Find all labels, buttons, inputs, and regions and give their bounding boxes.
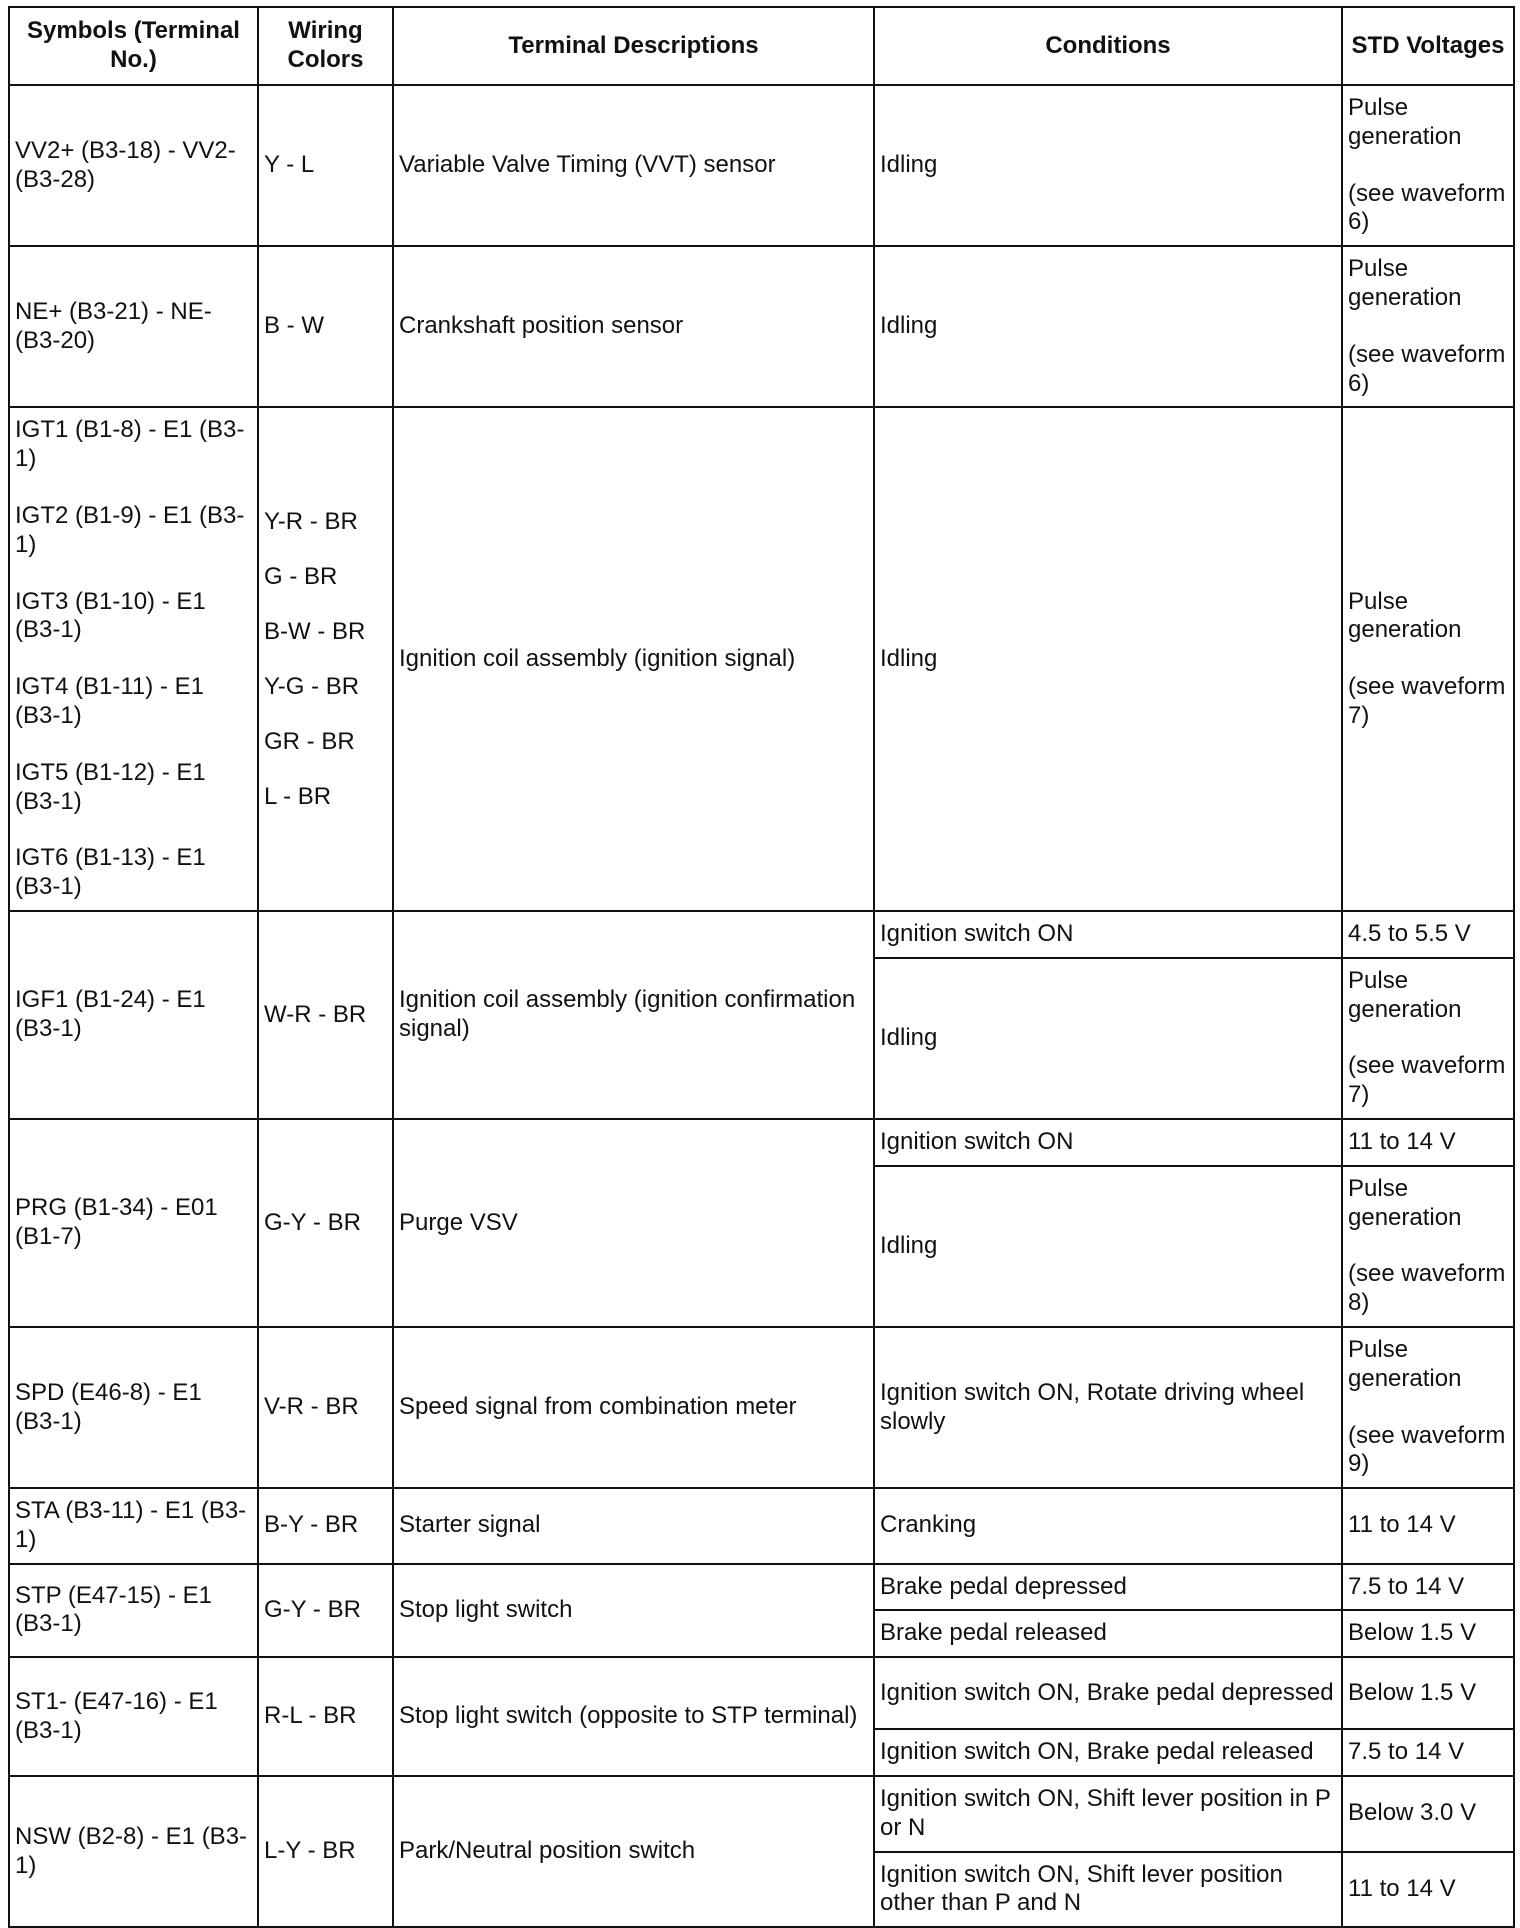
description-cell: Ignition coil assembly (ignition signal): [393, 407, 874, 911]
voltage-cell: [1342, 407, 1514, 911]
voltage-text: Pulse generation: [1348, 587, 1462, 644]
voltage-text: Pulse generation: [1348, 1335, 1462, 1392]
symbol-cell: PRG (B1-34) - E01 (B1-7): [9, 1119, 258, 1327]
table-row: [9, 407, 1514, 911]
symbol-item: IGT5 (B1-12) - E1 (B3-1): [15, 758, 206, 815]
symbol-cell: NSW (B2-8) - E1 (B3-1): [9, 1776, 258, 1927]
header-wiring-colors: Wiring Colors: [258, 7, 393, 85]
wiring-cell: [258, 407, 393, 911]
table-row: [9, 911, 1514, 958]
voltage-cell: 7.5 to 14 V: [1342, 1729, 1514, 1776]
table-row: [9, 1119, 1514, 1166]
header-conditions: Conditions: [874, 7, 1342, 85]
header-symbols: Symbols (Terminal No.): [9, 7, 258, 85]
wiring-item: G - BR: [264, 563, 338, 591]
description-cell: Ignition coil assembly (ignition confirmation signal): [393, 911, 874, 1119]
voltage-text: Pulse generation: [1348, 966, 1462, 1023]
waveform-reference: (see waveform 7): [1348, 1052, 1506, 1109]
condition-cell: Idling: [874, 246, 1342, 407]
wiring-item: L - BR: [264, 783, 332, 811]
waveform-reference: (see waveform 8): [1348, 1260, 1506, 1317]
symbol-item: IGT2 (B1-9) - E1 (B3-1): [15, 501, 245, 558]
wiring-cell: B-Y - BR: [258, 1488, 393, 1564]
table-row: [9, 1488, 1514, 1564]
symbol-cell: STP (E47-15) - E1 (B3-1): [9, 1564, 258, 1658]
symbol-cell: SPD (E46-8) - E1 (B3-1): [9, 1327, 258, 1488]
symbol-item: IGT1 (B1-8) - E1 (B3-1): [15, 416, 245, 473]
description-cell: Crankshaft position sensor: [393, 246, 874, 407]
condition-cell: Ignition switch ON, Brake pedal released: [874, 1729, 1342, 1776]
voltage-cell: Below 1.5 V: [1342, 1657, 1514, 1729]
symbol-item: IGT4 (B1-11) - E1 (B3-1): [15, 673, 204, 729]
wiring-item: Y-G - BR: [264, 673, 360, 701]
wiring-cell: G-Y - BR: [258, 1564, 393, 1658]
table-row: [9, 1657, 1514, 1729]
wiring-cell: B - W: [258, 246, 393, 407]
header-row: [9, 7, 1514, 85]
wiring-cell: R-L - BR: [258, 1657, 393, 1776]
condition-cell: Brake pedal depressed: [874, 1564, 1342, 1611]
wiring-cell: V-R - BR: [258, 1327, 393, 1488]
condition-cell: Idling: [874, 1166, 1342, 1327]
description-cell: Stop light switch (opposite to STP terminal): [393, 1657, 874, 1776]
waveform-reference: (see waveform 7): [1348, 673, 1506, 729]
table-row: [9, 246, 1514, 407]
terminal-voltage-table: [8, 6, 1515, 1928]
voltage-text: Pulse generation: [1348, 1174, 1462, 1231]
voltage-cell: 4.5 to 5.5 V: [1342, 911, 1514, 958]
symbol-cell: STA (B3-11) - E1 (B3-1): [9, 1488, 258, 1564]
table-row: [9, 1564, 1514, 1611]
voltage-cell: [1342, 85, 1514, 246]
condition-cell: Ignition switch ON, Shift lever position other than P and N: [874, 1852, 1342, 1928]
wiring-cell: L-Y - BR: [258, 1776, 393, 1927]
description-cell: Park/Neutral position switch: [393, 1776, 874, 1927]
condition-cell: Idling: [874, 407, 1342, 911]
symbol-cell: [9, 407, 258, 911]
table-row: [9, 1776, 1514, 1852]
table-row: [9, 1327, 1514, 1488]
wiring-item: GR - BR: [264, 728, 355, 756]
symbol-item: IGT6 (B1-13) - E1 (B3-1): [15, 844, 206, 901]
waveform-reference: (see waveform 9): [1348, 1421, 1506, 1478]
voltage-cell: [1342, 1166, 1514, 1327]
description-cell: Speed signal from combination meter: [393, 1327, 874, 1488]
voltage-text: Pulse generation: [1348, 94, 1462, 150]
condition-cell: Cranking: [874, 1488, 1342, 1564]
voltage-cell: Below 1.5 V: [1342, 1610, 1514, 1657]
waveform-reference: (see waveform 6): [1348, 179, 1506, 236]
waveform-reference: (see waveform 6): [1348, 340, 1506, 397]
condition-cell: Ignition switch ON, Shift lever position in P or N: [874, 1776, 1342, 1852]
condition-cell: Ignition switch ON: [874, 911, 1342, 958]
symbol-item: IGT3 (B1-10) - E1 (B3-1): [15, 587, 206, 644]
voltage-cell: [1342, 958, 1514, 1119]
description-cell: Stop light switch: [393, 1564, 874, 1658]
symbol-cell: NE+ (B3-21) - NE- (B3-20): [9, 246, 258, 407]
symbol-cell: VV2+ (B3-18) - VV2- (B3-28): [9, 85, 258, 246]
voltage-cell: 11 to 14 V: [1342, 1488, 1514, 1564]
wiring-cell: W-R - BR: [258, 911, 393, 1119]
wiring-cell: G-Y - BR: [258, 1119, 393, 1327]
voltage-cell: 7.5 to 14 V: [1342, 1564, 1514, 1611]
condition-cell: Idling: [874, 958, 1342, 1119]
condition-cell: Ignition switch ON, Brake pedal depressed: [874, 1657, 1342, 1729]
voltage-text: Pulse generation: [1348, 255, 1462, 311]
header-terminal-descriptions: Terminal Descriptions: [393, 7, 874, 85]
voltage-cell: Below 3.0 V: [1342, 1776, 1514, 1852]
voltage-cell: [1342, 1327, 1514, 1488]
voltage-cell: 11 to 14 V: [1342, 1119, 1514, 1166]
condition-cell: Ignition switch ON, Rotate driving wheel slowly: [874, 1327, 1342, 1488]
symbol-cell: IGF1 (B1-24) - E1 (B3-1): [9, 911, 258, 1119]
symbol-cell: ST1- (E47-16) - E1 (B3-1): [9, 1657, 258, 1776]
wiring-item: B-W - BR: [264, 618, 366, 646]
table-row: [9, 85, 1514, 246]
description-cell: Starter signal: [393, 1488, 874, 1564]
condition-cell: Ignition switch ON: [874, 1119, 1342, 1166]
wiring-item: Y-R - BR: [264, 508, 358, 536]
condition-cell: Brake pedal released: [874, 1610, 1342, 1657]
voltage-cell: [1342, 246, 1514, 407]
header-std-voltages: STD Voltages: [1342, 7, 1514, 85]
description-cell: Purge VSV: [393, 1119, 874, 1327]
wiring-cell: Y - L: [258, 85, 393, 246]
description-cell: Variable Valve Timing (VVT) sensor: [393, 85, 874, 246]
voltage-cell: 11 to 14 V: [1342, 1852, 1514, 1928]
condition-cell: Idling: [874, 85, 1342, 246]
